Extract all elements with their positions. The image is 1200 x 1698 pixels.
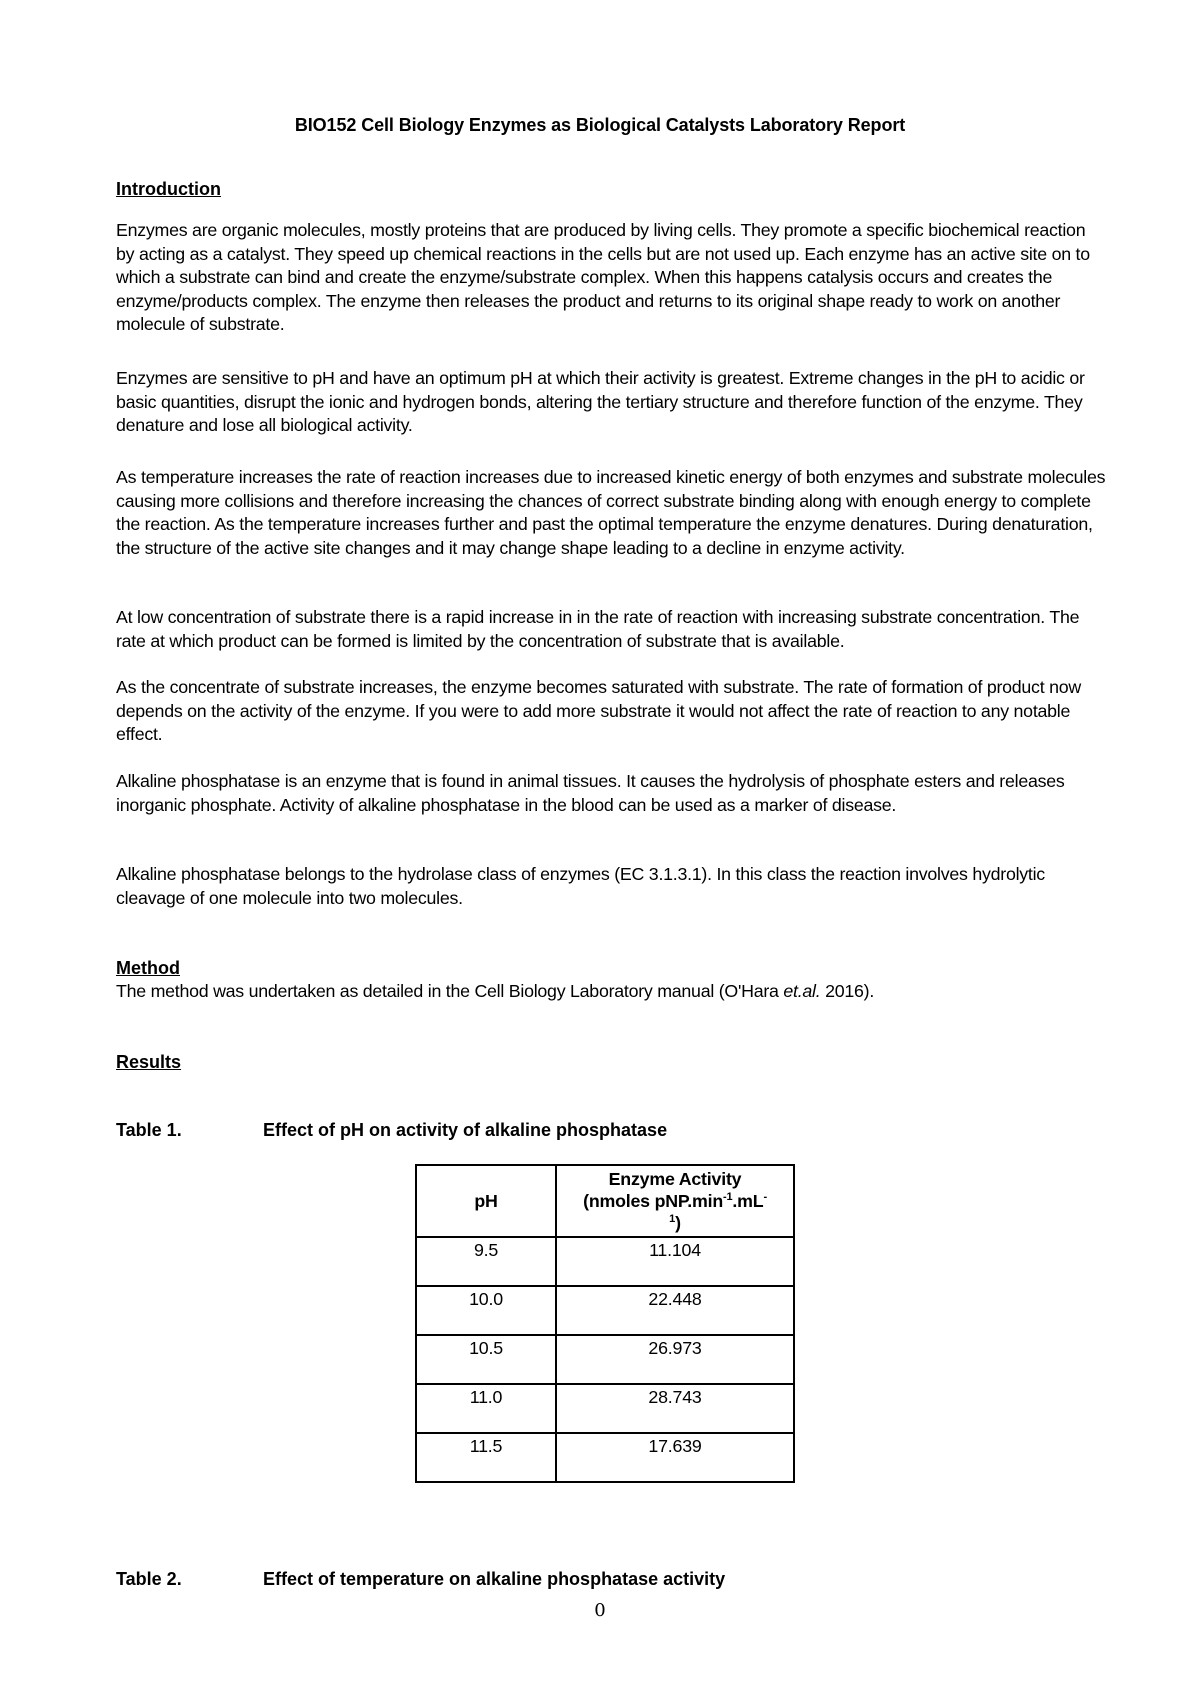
method-text (116, 980, 1106, 1004)
results-heading: Results (116, 1052, 182, 1072)
cell-activity: 22.448 (556, 1286, 794, 1335)
method-heading: Method (116, 958, 180, 978)
intro-paragraph-3: As temperature increases the rate of reaction increases due to increased kinetic energy of both enzymes and substrate molecules causing more collisions and therefore increasing the chances of correct substrate binding along with enough energy to complete the reaction. As the temperature increases further and past the optimal temperature the enzyme denatures. During denaturation, the structure of the active site changes and it may change shape leading to a decline in enzyme activity. (116, 467, 1106, 558)
table-row (416, 1286, 794, 1335)
intro-paragraph-7: Alkaline phosphatase belongs to the hydrolase class of enzymes (EC 3.1.3.1). In this class the reaction involves hydrolytic cleavage of one molecule into two molecules. (116, 864, 1045, 908)
table1-number: Table 1. (116, 1120, 182, 1140)
header-activity-close: ) (675, 1213, 681, 1233)
cell-ph: 11.5 (416, 1433, 556, 1482)
cell-ph: 10.0 (416, 1286, 556, 1335)
header-activity-line1: Enzyme Activity (608, 1169, 742, 1189)
intro-paragraph-2: Enzymes are sensitive to pH and have an optimum pH at which their activity is greatest. Extreme changes in the pH to acidic or basic quantities, disrupt the ionic and hydrogen bonds, altering the tertiary structure and therefore function of the enzyme. They denature and lose all biological activity. (116, 368, 1085, 435)
table-row (416, 1433, 794, 1482)
intro-paragraph-6: Alkaline phosphatase is an enzyme that is found in animal tissues. It causes the hydrolysis of phosphate esters and releases inorganic phosphate. Activity of alkaline phosphatase in the blood can be used as a marker of disease. (116, 771, 1065, 815)
cell-activity: 17.639 (556, 1433, 794, 1482)
method-citation-italic: et.al. (783, 981, 821, 1001)
cell-ph: 10.5 (416, 1335, 556, 1384)
table-row (416, 1384, 794, 1433)
header-activity-sup2: - (763, 1191, 767, 1204)
header-ph: pH (416, 1165, 556, 1237)
ph-activity-table (415, 1164, 795, 1483)
intro-paragraph-1: Enzymes are organic molecules, mostly proteins that are produced by living cells. They promote a specific biochemical reaction by acting as a catalyst. They speed up chemical reactions in the cells but are not used up. Each enzyme has an active site on to which a substrate can bind and create the enzyme/substrate complex. When this happens catalysis occurs and creates the enzyme/products complex. The enzyme then releases the product and returns to its original shape ready to work on another molecule of substrate. (116, 220, 1090, 334)
method-text-start: The method was undertaken as detailed in the Cell Biology Laboratory manual (O'Hara (116, 981, 784, 1001)
cell-activity: 28.743 (556, 1384, 794, 1433)
cell-ph: 11.0 (416, 1384, 556, 1433)
method-text-end: 2016). (820, 981, 875, 1001)
header-activity-unit: (nmoles pNP.min (583, 1191, 724, 1211)
table-header-row (416, 1165, 794, 1237)
cell-activity: 26.973 (556, 1335, 794, 1384)
header-activity-sup1: -1 (723, 1191, 733, 1204)
intro-paragraph-5: As the concentrate of substrate increases, the enzyme becomes saturated with substrate. The rate of formation of product now depends on the activity of the enzyme. If you were to add more substrate it would not affect the rate of reaction to any notable effect. (116, 677, 1081, 744)
cell-activity: 11.104 (556, 1237, 794, 1286)
introduction-heading: Introduction (116, 179, 221, 199)
table2-number: Table 2. (116, 1569, 182, 1589)
page-number: 0 (594, 1600, 606, 1621)
table-row (416, 1335, 794, 1384)
table1-caption (116, 1119, 667, 1141)
header-enzyme-activity (556, 1165, 794, 1237)
report-title: BIO152 Cell Biology Enzymes as Biological Catalysts Laboratory Report (294, 115, 906, 135)
header-activity-sup3: 1 (669, 1213, 676, 1226)
table1-title: Effect of pH on activity of alkaline phosphatase (263, 1120, 668, 1140)
cell-ph: 9.5 (416, 1237, 556, 1286)
intro-paragraph-4: At low concentration of substrate there is a rapid increase in in the rate of reaction with increasing substrate concentration. The rate at which product can be formed is limited by the concentration of substrate that is available. (116, 607, 1080, 651)
header-activity-unit2: .mL (732, 1191, 764, 1211)
table2-title: Effect of temperature on alkaline phosphatase activity (263, 1569, 726, 1589)
table2-caption (116, 1568, 725, 1590)
table-row (416, 1237, 794, 1286)
